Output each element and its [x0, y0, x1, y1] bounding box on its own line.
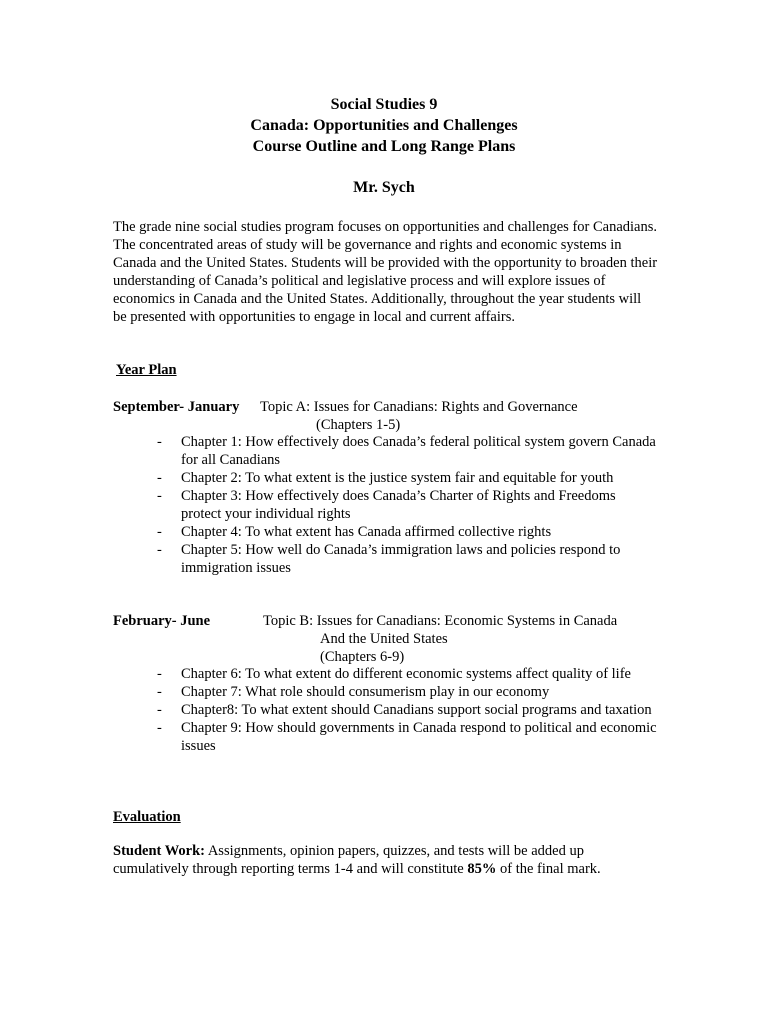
list-item: - Chapter 6: To what extent do different economic systems affect quality of life [157, 666, 631, 682]
course-subtitle: Canada: Opportunities and Challenges [250, 117, 518, 134]
topic-a: Topic A: Issues for Canadians: Rights and Governance [260, 399, 578, 415]
list-item: - Chapter 5: How well do Canada’s immigration laws and policies respond to immigration issues [157, 542, 621, 576]
list-item: - Chapter 3: How effectively does Canada’s Charter of Rights and Freedoms protect your individual rights [157, 488, 616, 522]
title-block [0, 94, 768, 157]
year-plan-heading: Year Plan [116, 362, 177, 378]
list-item: - Chapter 9: How should governments in Canada respond to political and economic issues [157, 720, 657, 754]
evaluation-text: Student Work: Assignments, opinion papers, quizzes, and tests will be added up cumulatively through reporting terms 1-4 and will constitute 85% of the final mark. [113, 843, 601, 877]
topic-b-chapter-list [157, 665, 657, 755]
student-work-label: Student Work: [113, 843, 205, 859]
teacher-name: Mr. Sych [353, 179, 415, 196]
topic-a-chapters: (Chapters 1-5) [316, 417, 401, 433]
list-item: - Chapter 7: What role should consumerism play in our economy [157, 684, 550, 700]
topic-b-line2: And the United States [320, 631, 448, 647]
topic-a-chapter-list [157, 433, 657, 577]
list-item: - Chapter 4: To what extent has Canada affirmed collective rights [157, 524, 552, 540]
topic-b: Topic B: Issues for Canadians: Economic Systems in Canada [263, 613, 618, 629]
term-feb-jun [113, 612, 673, 666]
weight-percent: 85% [467, 861, 497, 877]
list-item: - Chapter 2: To what extent is the justice system fair and equitable for youth [157, 470, 614, 486]
intro-paragraph: The grade nine social studies program focuses on opportunities and challenges for Canadians. The concentrated areas of study will be governance and rights and economic systems in Canada and the United States. Students will be provided with the opportunity to broaden their understanding of Canada’s political and legislative process and will explore issues of economics in Canada and the United States. Additionally, throughout the year students will be presented with opportunities to engage in local and current affairs. [113, 219, 658, 325]
list-item: - Chapter8: To what extent should Canadians support social programs and taxation [157, 702, 652, 718]
outline-title: Course Outline and Long Range Plans [252, 138, 516, 155]
topic-b-chapters: (Chapters 6-9) [320, 649, 405, 665]
course-title: Social Studies 9 [330, 96, 438, 113]
term-label: February- June [113, 613, 211, 629]
term-label: September- January [113, 399, 240, 415]
term-sep-jan [113, 398, 673, 434]
evaluation-heading: Evaluation [113, 809, 181, 825]
list-item: - Chapter 1: How effectively does Canada’s federal political system govern Canada for all Canadians [157, 434, 656, 468]
